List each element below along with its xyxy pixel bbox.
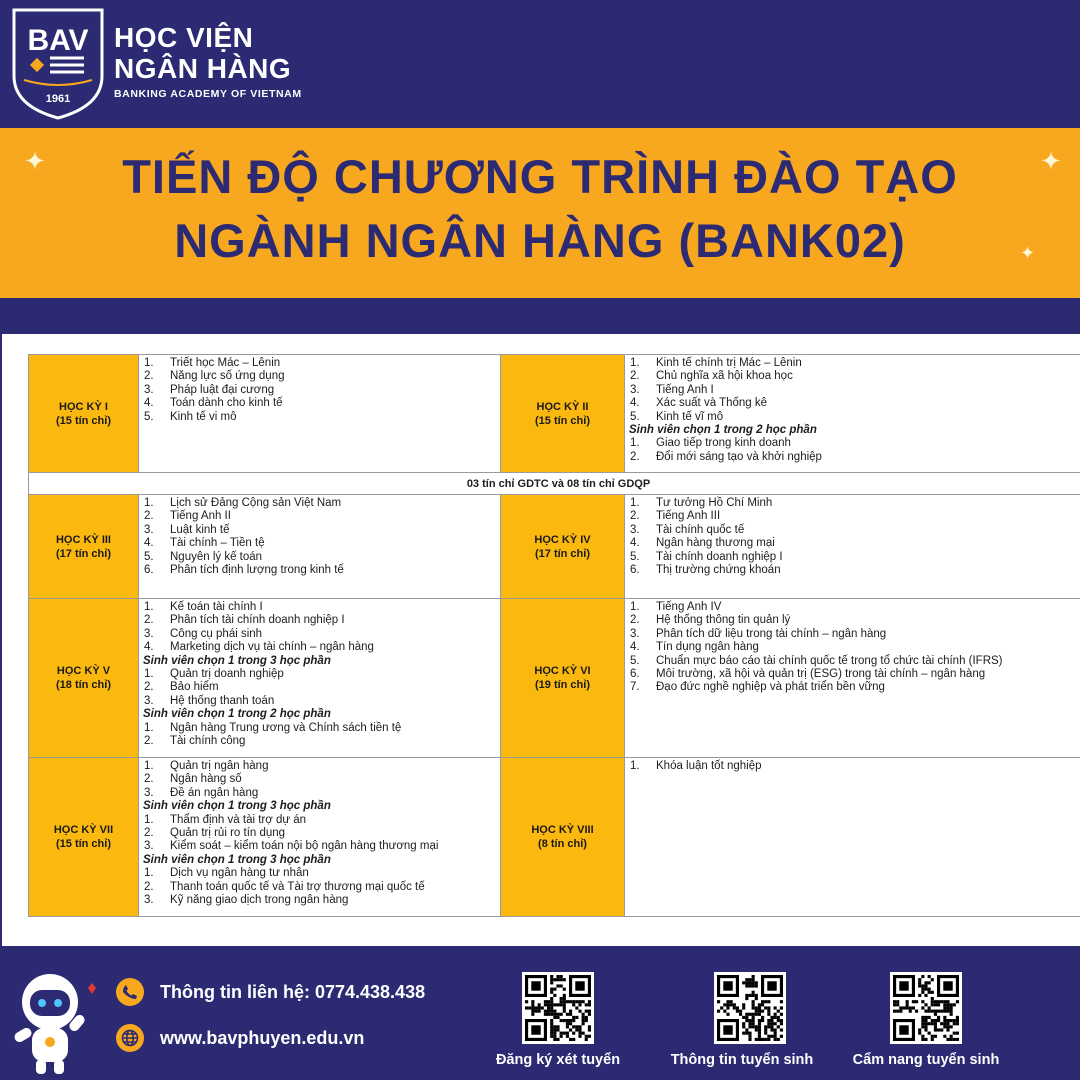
course-name: Chủ nghĩa xã hội khoa học bbox=[656, 370, 793, 383]
course-name: Đổi mới sáng tạo và khởi nghiệp bbox=[656, 450, 822, 463]
course-name: Khóa luận tốt nghiệp bbox=[656, 760, 762, 772]
course-name: Luật kinh tế bbox=[170, 523, 230, 536]
phone-icon bbox=[116, 978, 144, 1006]
elective-note bbox=[143, 655, 496, 668]
elective-note bbox=[143, 800, 496, 813]
course-name: Công cụ phái sinh bbox=[170, 627, 263, 640]
list-item bbox=[629, 641, 1080, 654]
course-list bbox=[139, 495, 501, 599]
course-name: Quản trị doanh nghiệp bbox=[170, 668, 284, 681]
list-item bbox=[143, 497, 496, 510]
elective-note bbox=[143, 854, 496, 867]
qr-code-admission-info-icon[interactable] bbox=[714, 972, 786, 1044]
logo-name-line1: HỌC VIỆN bbox=[114, 22, 254, 53]
list-item bbox=[629, 537, 1080, 550]
page-title-line1: TIẾN ĐỘ CHƯƠNG TRÌNH ĐÀO TẠO bbox=[122, 150, 958, 203]
course-name: Kinh tế chính trị Mác – Lênin bbox=[656, 357, 802, 369]
course-list bbox=[139, 355, 501, 473]
qr-label-handbook: Cẩm nang tuyển sinh bbox=[852, 1052, 1000, 1068]
course-name: Ngân hàng Trung ương và Chính sách tiền tệ bbox=[170, 721, 402, 734]
item-number: 3. bbox=[630, 627, 640, 640]
table-row bbox=[29, 599, 1080, 758]
item-number: 1. bbox=[630, 497, 640, 509]
item-number: 5. bbox=[630, 410, 640, 423]
semester-cell: HỌC KỲ VII (15 tín chỉ) bbox=[29, 758, 139, 917]
list-item bbox=[629, 681, 1080, 694]
item-number: 2. bbox=[144, 370, 154, 383]
course-name: Giao tiếp trong kinh doanh bbox=[656, 437, 791, 450]
item-number: 1. bbox=[144, 357, 154, 369]
course-name: Lịch sử Đảng Cộng sản Việt Nam bbox=[170, 497, 342, 509]
phone-text: Thông tin liên hệ: 0774.438.438 bbox=[160, 981, 426, 1002]
course-name: Tài chính doanh nghiệp I bbox=[656, 550, 783, 563]
list-item bbox=[143, 695, 496, 708]
qr-label-admission-info: Thông tin tuyển sinh bbox=[670, 1052, 814, 1068]
course-name: Tài chính công bbox=[170, 735, 246, 748]
list-item bbox=[143, 867, 496, 880]
list-item bbox=[629, 397, 1080, 410]
course-name: Kỹ năng giao dịch trong ngân hàng bbox=[170, 894, 349, 907]
list-item bbox=[143, 510, 496, 523]
item-number: 1. bbox=[630, 437, 640, 450]
list-item bbox=[143, 628, 496, 641]
list-item bbox=[629, 411, 1080, 424]
item-number: 2. bbox=[630, 370, 640, 383]
course-list bbox=[625, 355, 1080, 473]
course-name: Dịch vụ ngân hàng tư nhân bbox=[170, 867, 309, 880]
list-item bbox=[629, 601, 1080, 614]
elective-note-text: Sinh viên chọn 1 trong 2 học phần bbox=[629, 424, 817, 437]
course-name: Phân tích dữ liệu trong tài chính – ngân hàng bbox=[656, 627, 887, 640]
course-name: Tiếng Anh IV bbox=[656, 601, 722, 613]
list-item bbox=[143, 384, 496, 397]
course-list bbox=[139, 758, 501, 917]
curriculum-table bbox=[28, 354, 1080, 917]
qr-code-register-icon[interactable] bbox=[522, 972, 594, 1044]
item-number: 1. bbox=[144, 721, 154, 734]
table-row bbox=[29, 758, 1080, 917]
page-title-line2: NGÀNH NGÂN HÀNG (BANK02) bbox=[174, 214, 906, 267]
item-number: 7. bbox=[630, 681, 640, 694]
course-name: Tín dụng ngân hàng bbox=[656, 641, 759, 654]
title-banner bbox=[0, 128, 1080, 298]
elective-note-text: Sinh viên chọn 1 trong 3 học phần bbox=[143, 853, 331, 866]
course-name: Phân tích định lượng trong kinh tế bbox=[170, 564, 344, 577]
table-row bbox=[29, 355, 1080, 473]
course-name: Kế toán tài chính I bbox=[170, 601, 263, 613]
list-item bbox=[143, 614, 496, 627]
item-number: 3. bbox=[630, 383, 640, 396]
semester-cell: HỌC KỲ II (15 tín chỉ) bbox=[501, 355, 625, 473]
list-item bbox=[629, 614, 1080, 627]
course-name: Bảo hiểm bbox=[170, 681, 219, 694]
course-name: Tài chính quốc tế bbox=[656, 523, 745, 536]
elective-note-text: Sinh viên chọn 1 trong 2 học phần bbox=[143, 708, 331, 721]
item-number: 1. bbox=[144, 668, 154, 681]
item-number: 6. bbox=[144, 564, 154, 577]
list-item bbox=[143, 722, 496, 735]
item-number: 1. bbox=[144, 813, 154, 826]
sparkle-icon: ✦ bbox=[1040, 146, 1062, 176]
course-name: Đạo đức nghề nghiệp và phát triển bền vững bbox=[656, 681, 885, 694]
item-number: 5. bbox=[144, 410, 154, 423]
list-item bbox=[143, 827, 496, 840]
list-item bbox=[629, 655, 1080, 668]
course-name: Pháp luật đại cương bbox=[170, 383, 275, 396]
list-item bbox=[143, 773, 496, 786]
course-name: Tài chính – Tiền tệ bbox=[170, 537, 265, 550]
item-number: 4. bbox=[144, 641, 154, 654]
list-item bbox=[629, 551, 1080, 564]
item-number: 1. bbox=[630, 760, 640, 772]
course-list bbox=[625, 495, 1080, 599]
website-text: www.bavphuyen.edu.vn bbox=[160, 1027, 365, 1048]
course-name: Thị trường chứng khoán bbox=[656, 564, 781, 577]
course-name: Tư tưởng Hồ Chí Minh bbox=[656, 497, 773, 509]
list-item bbox=[629, 668, 1080, 681]
course-list bbox=[625, 599, 1080, 758]
list-item bbox=[143, 735, 496, 748]
course-name: Tiếng Anh III bbox=[656, 510, 721, 523]
item-number: 1. bbox=[144, 760, 154, 772]
list-item bbox=[143, 760, 496, 773]
list-item bbox=[143, 681, 496, 694]
course-name: Hệ thống thông tin quản lý bbox=[656, 614, 791, 627]
list-item bbox=[143, 894, 496, 907]
elective-note-text: Sinh viên chọn 1 trong 3 học phần bbox=[143, 654, 331, 667]
semester-cell: HỌC KỲ VI (19 tín chỉ) bbox=[501, 599, 625, 758]
logo-shield-icon bbox=[10, 6, 106, 122]
sparkle-icon: ✦ bbox=[1020, 243, 1036, 263]
item-number: 4. bbox=[630, 537, 640, 550]
semester-cell: HỌC KỲ VIII (8 tín chỉ) bbox=[501, 758, 625, 917]
contact-website[interactable] bbox=[116, 1024, 364, 1052]
course-name: Triết học Mác – Lênin bbox=[170, 357, 281, 369]
course-name: Thanh toán quốc tế và Tài trợ thương mại quốc tế bbox=[170, 880, 425, 893]
item-number: 6. bbox=[630, 564, 640, 577]
list-item bbox=[143, 601, 496, 614]
list-item bbox=[629, 524, 1080, 537]
list-item bbox=[629, 628, 1080, 641]
logo-abbr: BAV bbox=[27, 24, 89, 57]
gd-note: 03 tín chỉ GDTC và 08 tín chỉ GDQP bbox=[29, 473, 1080, 495]
item-number: 2. bbox=[144, 880, 154, 893]
item-number: 2. bbox=[630, 510, 640, 523]
list-item bbox=[629, 760, 1080, 773]
list-item bbox=[629, 510, 1080, 523]
header bbox=[0, 0, 1080, 128]
qr-code-handbook-icon[interactable] bbox=[890, 972, 962, 1044]
item-number: 4. bbox=[144, 397, 154, 410]
course-name: Kiểm soát – kiểm toán nội bộ ngân hàng thương mại bbox=[170, 840, 439, 853]
course-name: Năng lực số ứng dụng bbox=[170, 370, 285, 383]
list-item bbox=[143, 370, 496, 383]
course-name: Môi trường, xã hội và quản trị (ESG) trong tài chính – ngân hàng bbox=[656, 668, 986, 681]
item-number: 5. bbox=[630, 654, 640, 667]
logo-year: 1961 bbox=[45, 93, 71, 105]
list-item bbox=[143, 641, 496, 654]
item-number: 3. bbox=[144, 786, 154, 799]
item-number: 2. bbox=[144, 681, 154, 694]
course-name: Tiếng Anh II bbox=[170, 510, 231, 523]
table-row bbox=[29, 473, 1080, 495]
item-number: 4. bbox=[630, 397, 640, 410]
elective-note bbox=[143, 708, 496, 721]
item-number: 1. bbox=[144, 601, 154, 613]
list-item bbox=[629, 370, 1080, 383]
item-number: 5. bbox=[630, 550, 640, 563]
item-number: 3. bbox=[144, 894, 154, 907]
logo-english-name: BANKING ACADEMY OF VIETNAM bbox=[114, 88, 302, 100]
elective-note-text: Sinh viên chọn 1 trong 3 học phần bbox=[143, 800, 331, 813]
item-number: 2. bbox=[630, 450, 640, 463]
course-list bbox=[139, 599, 501, 758]
item-number: 2. bbox=[144, 614, 154, 627]
item-number: 2. bbox=[144, 735, 154, 748]
list-item bbox=[629, 451, 1080, 464]
sparkle-icon: ✦ bbox=[24, 146, 46, 176]
course-name: Kinh tế vi mô bbox=[170, 410, 237, 423]
list-item bbox=[143, 411, 496, 424]
item-number: 3. bbox=[144, 840, 154, 853]
list-item bbox=[143, 357, 496, 370]
course-name: Tiếng Anh I bbox=[656, 383, 714, 396]
semester-cell: HỌC KỲ I (15 tín chỉ) bbox=[29, 355, 139, 473]
item-number: 5. bbox=[144, 550, 154, 563]
curriculum-document bbox=[2, 334, 1080, 946]
course-name: Hệ thống thanh toán bbox=[170, 694, 275, 707]
course-name: Ngân hàng số bbox=[170, 773, 242, 786]
table-row bbox=[29, 495, 1080, 599]
item-number: 4. bbox=[630, 641, 640, 654]
semester-cell: HỌC KỲ IV (17 tín chỉ) bbox=[501, 495, 625, 599]
semester-cell: HỌC KỲ III (17 tín chỉ) bbox=[29, 495, 139, 599]
course-name: Xác suất và Thống kê bbox=[656, 397, 768, 410]
course-name: Thẩm định và tài trợ dự án bbox=[170, 813, 307, 826]
list-item bbox=[143, 551, 496, 564]
course-name: Quản trị rủi ro tín dụng bbox=[170, 827, 286, 840]
list-item bbox=[143, 537, 496, 550]
item-number: 3. bbox=[144, 523, 154, 536]
course-name: Ngân hàng thương mại bbox=[656, 537, 775, 550]
item-number: 1. bbox=[630, 601, 640, 613]
course-list bbox=[625, 758, 1080, 917]
item-number: 3. bbox=[144, 383, 154, 396]
list-item bbox=[629, 357, 1080, 370]
list-item bbox=[143, 668, 496, 681]
list-item bbox=[143, 840, 496, 853]
list-item bbox=[629, 437, 1080, 450]
globe-icon bbox=[116, 1024, 144, 1052]
item-number: 1. bbox=[144, 497, 154, 509]
elective-note bbox=[629, 424, 1080, 437]
item-number: 3. bbox=[144, 627, 154, 640]
logo-name-line2: NGÂN HÀNG bbox=[114, 53, 292, 84]
qr-label-register: Đăng ký xét tuyển bbox=[495, 1052, 621, 1068]
list-item bbox=[143, 397, 496, 410]
course-name: Marketing dịch vụ tài chính – ngân hàng bbox=[170, 641, 374, 654]
course-name: Kinh tế vĩ mô bbox=[656, 410, 724, 423]
footer bbox=[0, 946, 1080, 1080]
course-name: Phân tích tài chính doanh nghiệp I bbox=[170, 614, 345, 627]
item-number: 6. bbox=[630, 668, 640, 681]
list-item bbox=[629, 384, 1080, 397]
item-number: 3. bbox=[630, 523, 640, 536]
course-name: Nguyên lý kế toán bbox=[170, 550, 263, 563]
list-item bbox=[143, 814, 496, 827]
item-number: 1. bbox=[630, 357, 640, 369]
list-item bbox=[629, 497, 1080, 510]
item-number: 1. bbox=[144, 867, 154, 880]
item-number: 2. bbox=[144, 773, 154, 786]
list-item bbox=[143, 564, 496, 577]
logo-text bbox=[114, 22, 302, 100]
course-name: Chuẩn mực báo cáo tài chính quốc tế trong tổ chức tài chính (IFRS) bbox=[656, 654, 1003, 667]
semester-cell: HỌC KỲ V (18 tín chỉ) bbox=[29, 599, 139, 758]
item-number: 2. bbox=[144, 827, 154, 840]
list-item bbox=[143, 524, 496, 537]
course-name: Quản trị ngân hàng bbox=[170, 760, 269, 772]
list-item bbox=[143, 881, 496, 894]
course-name: Toán dành cho kinh tế bbox=[170, 397, 283, 410]
list-item bbox=[143, 787, 496, 800]
item-number: 2. bbox=[144, 510, 154, 523]
mascot-icon bbox=[6, 966, 102, 1076]
item-number: 4. bbox=[144, 537, 154, 550]
list-item bbox=[629, 564, 1080, 577]
course-name: Đề án ngân hàng bbox=[170, 786, 259, 799]
contact-phone[interactable] bbox=[116, 978, 425, 1006]
item-number: 3. bbox=[144, 694, 154, 707]
item-number: 2. bbox=[630, 614, 640, 627]
